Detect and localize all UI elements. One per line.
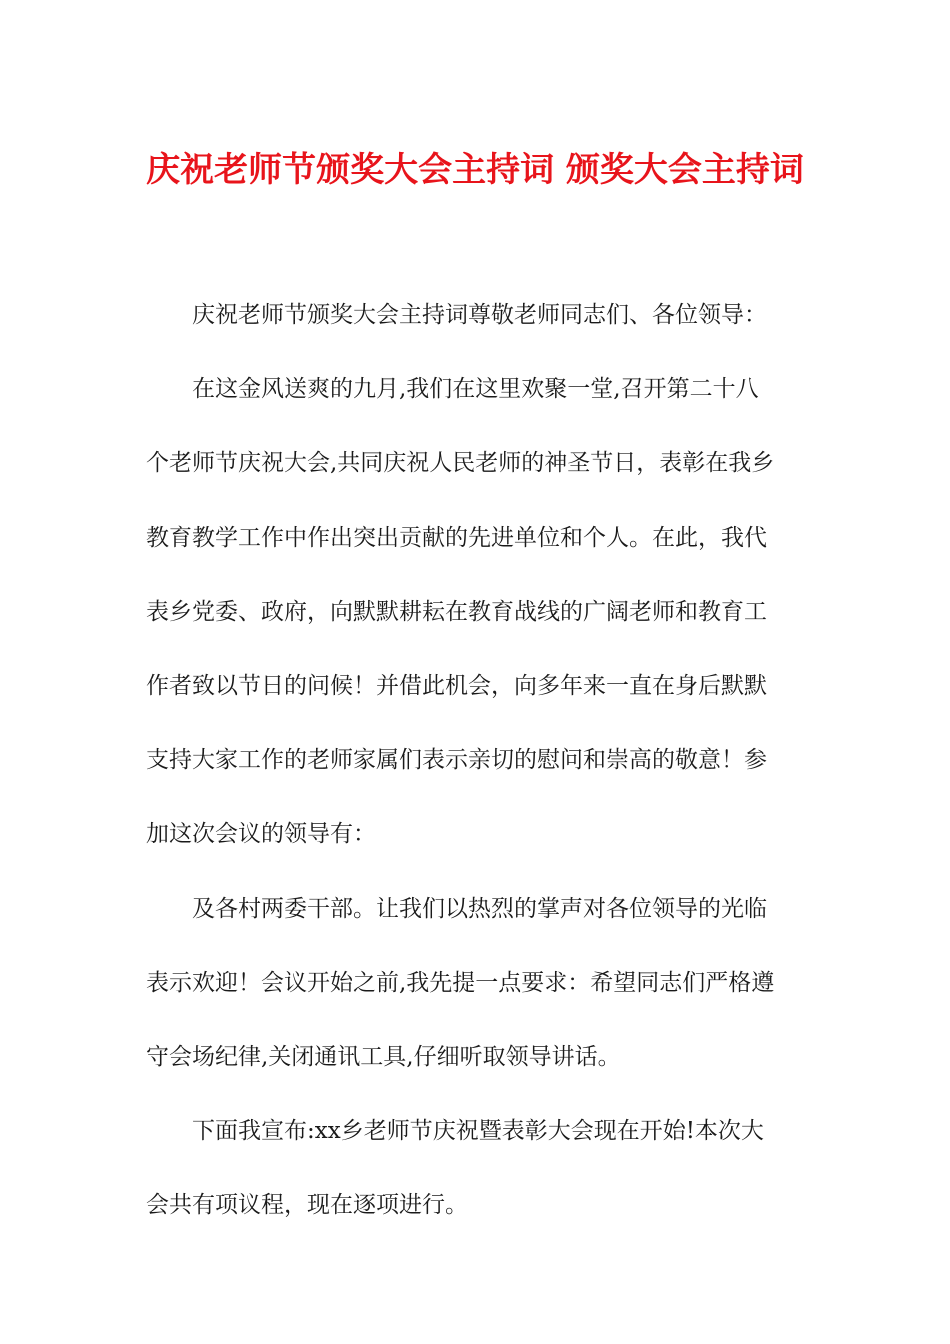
document-body — [146, 278, 806, 1243]
paragraph-line: 下面我宣布:xx乡老师节庆祝暨表彰大会现在开始!本次大 — [192, 1118, 764, 1145]
paragraph-line: 表示欢迎！会议开始之前,我先提一点要求：希望同志们严格遵 — [146, 969, 775, 996]
paragraph-3 — [146, 872, 806, 1095]
paragraph-2 — [146, 352, 806, 871]
paragraph-line: 庆祝老师节颁奖大会主持词尊敬老师同志们、各位领导： — [192, 302, 767, 328]
paragraph-4 — [146, 1094, 806, 1242]
paragraph-line: 及各村两委干部。让我们以热烈的掌声对各位领导的光临 — [192, 895, 767, 922]
paragraph-line: 教育教学工作中作出突出贡献的先进单位和个人。在此，我代 — [146, 524, 767, 551]
paragraph-line: 守会场纪律,关闭通讯工具,仔细听取领导讲话。 — [146, 1044, 621, 1071]
paragraph-line: 在这金风送爽的九月,我们在这里欢聚一堂,召开第二十八 — [192, 376, 759, 403]
paragraph-line: 支持大家工作的老师家属们表示亲切的慰问和崇高的敬意！参 — [146, 747, 767, 774]
paragraph-1 — [146, 278, 806, 352]
paragraph-line: 会共有项议程，现在逐项进行。 — [146, 1192, 468, 1219]
document-title: 庆祝老师节颁奖大会主持词 颁奖大会主持词 — [146, 150, 804, 190]
paragraph-line: 作者致以节日的问候！并借此机会，向多年来一直在身后默默 — [146, 673, 767, 700]
paragraph-line: 表乡党委、政府，向默默耕耘在教育战线的广阔老师和教育工 — [146, 598, 767, 625]
paragraph-line: 加这次会议的领导有： — [146, 821, 376, 848]
paragraph-line: 个老师节庆祝大会,共同庆祝人民老师的神圣节日，表彰在我乡 — [146, 450, 775, 477]
